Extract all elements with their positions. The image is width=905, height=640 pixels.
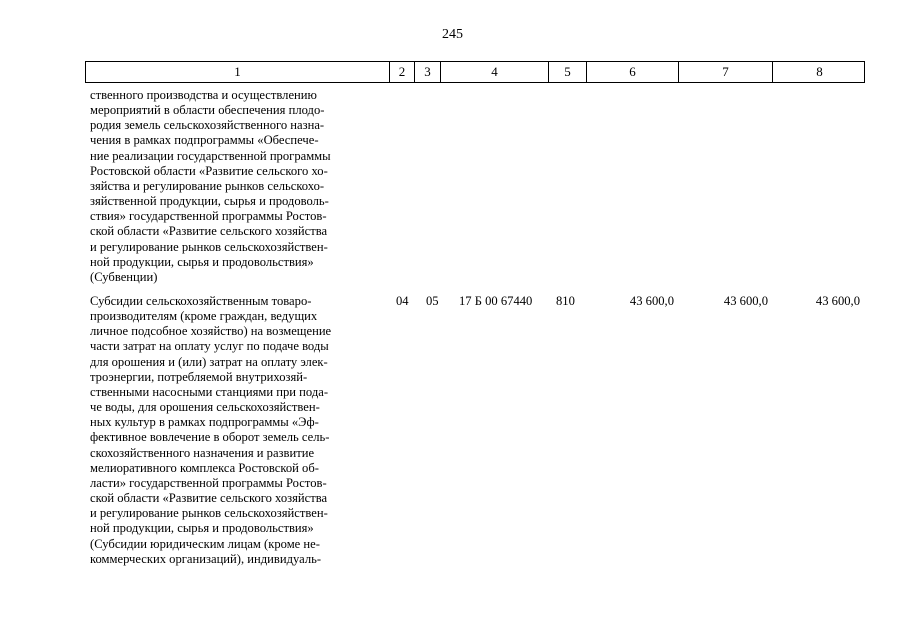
text-line: мелиоративного комплекса Ростовской об- — [90, 460, 319, 475]
column-header: 4 — [441, 62, 549, 82]
text-line: зяйства и регулирование рынков сельскохо- — [90, 178, 325, 193]
page-number: 245 — [442, 27, 463, 42]
text-line: родия земель сельскохозяйственного назна- — [90, 118, 325, 133]
text-line: (Субвенции) — [90, 269, 158, 284]
text-line: производителям (кроме граждан, ведущих — [90, 309, 318, 324]
row2-amount-col7: 43 600,0 — [723, 294, 768, 308]
text-line: и регулирование рынков сельскохозяйствен- — [90, 239, 328, 254]
text-line: ствия» государственной программы Ростов- — [90, 209, 327, 224]
text-line: зяйственной продукции, сырья и продоволь- — [90, 194, 329, 209]
text-line: че воды, для орошения сельскохозяйствен- — [90, 400, 320, 415]
row2-amount-col6: 43 600,0 — [629, 294, 674, 308]
text-line: части затрат на оплату услуг по подаче воды — [90, 339, 329, 354]
text-line: (Субсидии юридическим лицам (кроме не- — [90, 536, 320, 551]
text-line: скохозяйственного назначения и развитие — [90, 445, 315, 460]
text-line: ных культур в рамках подпрограммы «Эф- — [90, 415, 319, 430]
text-line: ласти» государственной программы Ростов- — [90, 475, 327, 490]
text-line: ской области «Развитие сельского хозяйства — [90, 491, 328, 506]
row2-section-code: 04 — [396, 294, 409, 308]
text-line: ственного производства и осуществлению — [90, 88, 317, 102]
text-line: ственными насосными станциями при пода- — [90, 384, 329, 399]
text-line: Ростовской области «Развитие сельского хо- — [90, 163, 328, 178]
column-header: 3 — [415, 62, 441, 82]
row2-target-article: 17 Б 00 67440 — [459, 294, 533, 308]
text-line: Субсидии сельскохозяйственным товаро- — [90, 294, 312, 308]
text-line: личное подсобное хозяйство) на возмещение — [90, 324, 332, 339]
row2-expense-type: 810 — [556, 294, 575, 308]
text-line: коммерческих организаций), индивидуаль- — [90, 551, 322, 566]
text-line: и регулирование рынков сельскохозяйствен- — [90, 506, 328, 521]
text-line: ской области «Развитие сельского хозяйства — [90, 224, 328, 239]
text-line: ной продукции, сырья и продовольствия» — [90, 254, 314, 269]
row2-subsection-code: 05 — [426, 294, 439, 308]
row2-description — [90, 294, 384, 567]
text-line: ной продукции, сырья и продовольствия» — [90, 521, 314, 536]
column-header: 8 — [816, 64, 823, 79]
row1-description — [90, 88, 384, 285]
text-line: троэнергии, потребляемой внутрихозяй- — [90, 369, 308, 384]
column-header: 7 — [679, 62, 773, 82]
row2-amount-col8: 43 600,0 — [815, 294, 860, 308]
text-line: мероприятий в области обеспечения плодо- — [90, 103, 325, 118]
text-line: для орошения и (или) затрат на оплату элек- — [90, 354, 328, 369]
text-line: ние реализации государственной программы — [90, 148, 331, 163]
table-header — [85, 61, 865, 83]
column-header: 5 — [549, 62, 587, 82]
column-header: 6 — [587, 62, 679, 82]
column-header: 1 — [86, 62, 390, 82]
column-header: 2 — [390, 62, 415, 82]
text-line: чения в рамках подпрограммы «Обеспече- — [90, 133, 319, 148]
text-line: фективное вовлечение в оборот земель сель- — [90, 430, 330, 445]
